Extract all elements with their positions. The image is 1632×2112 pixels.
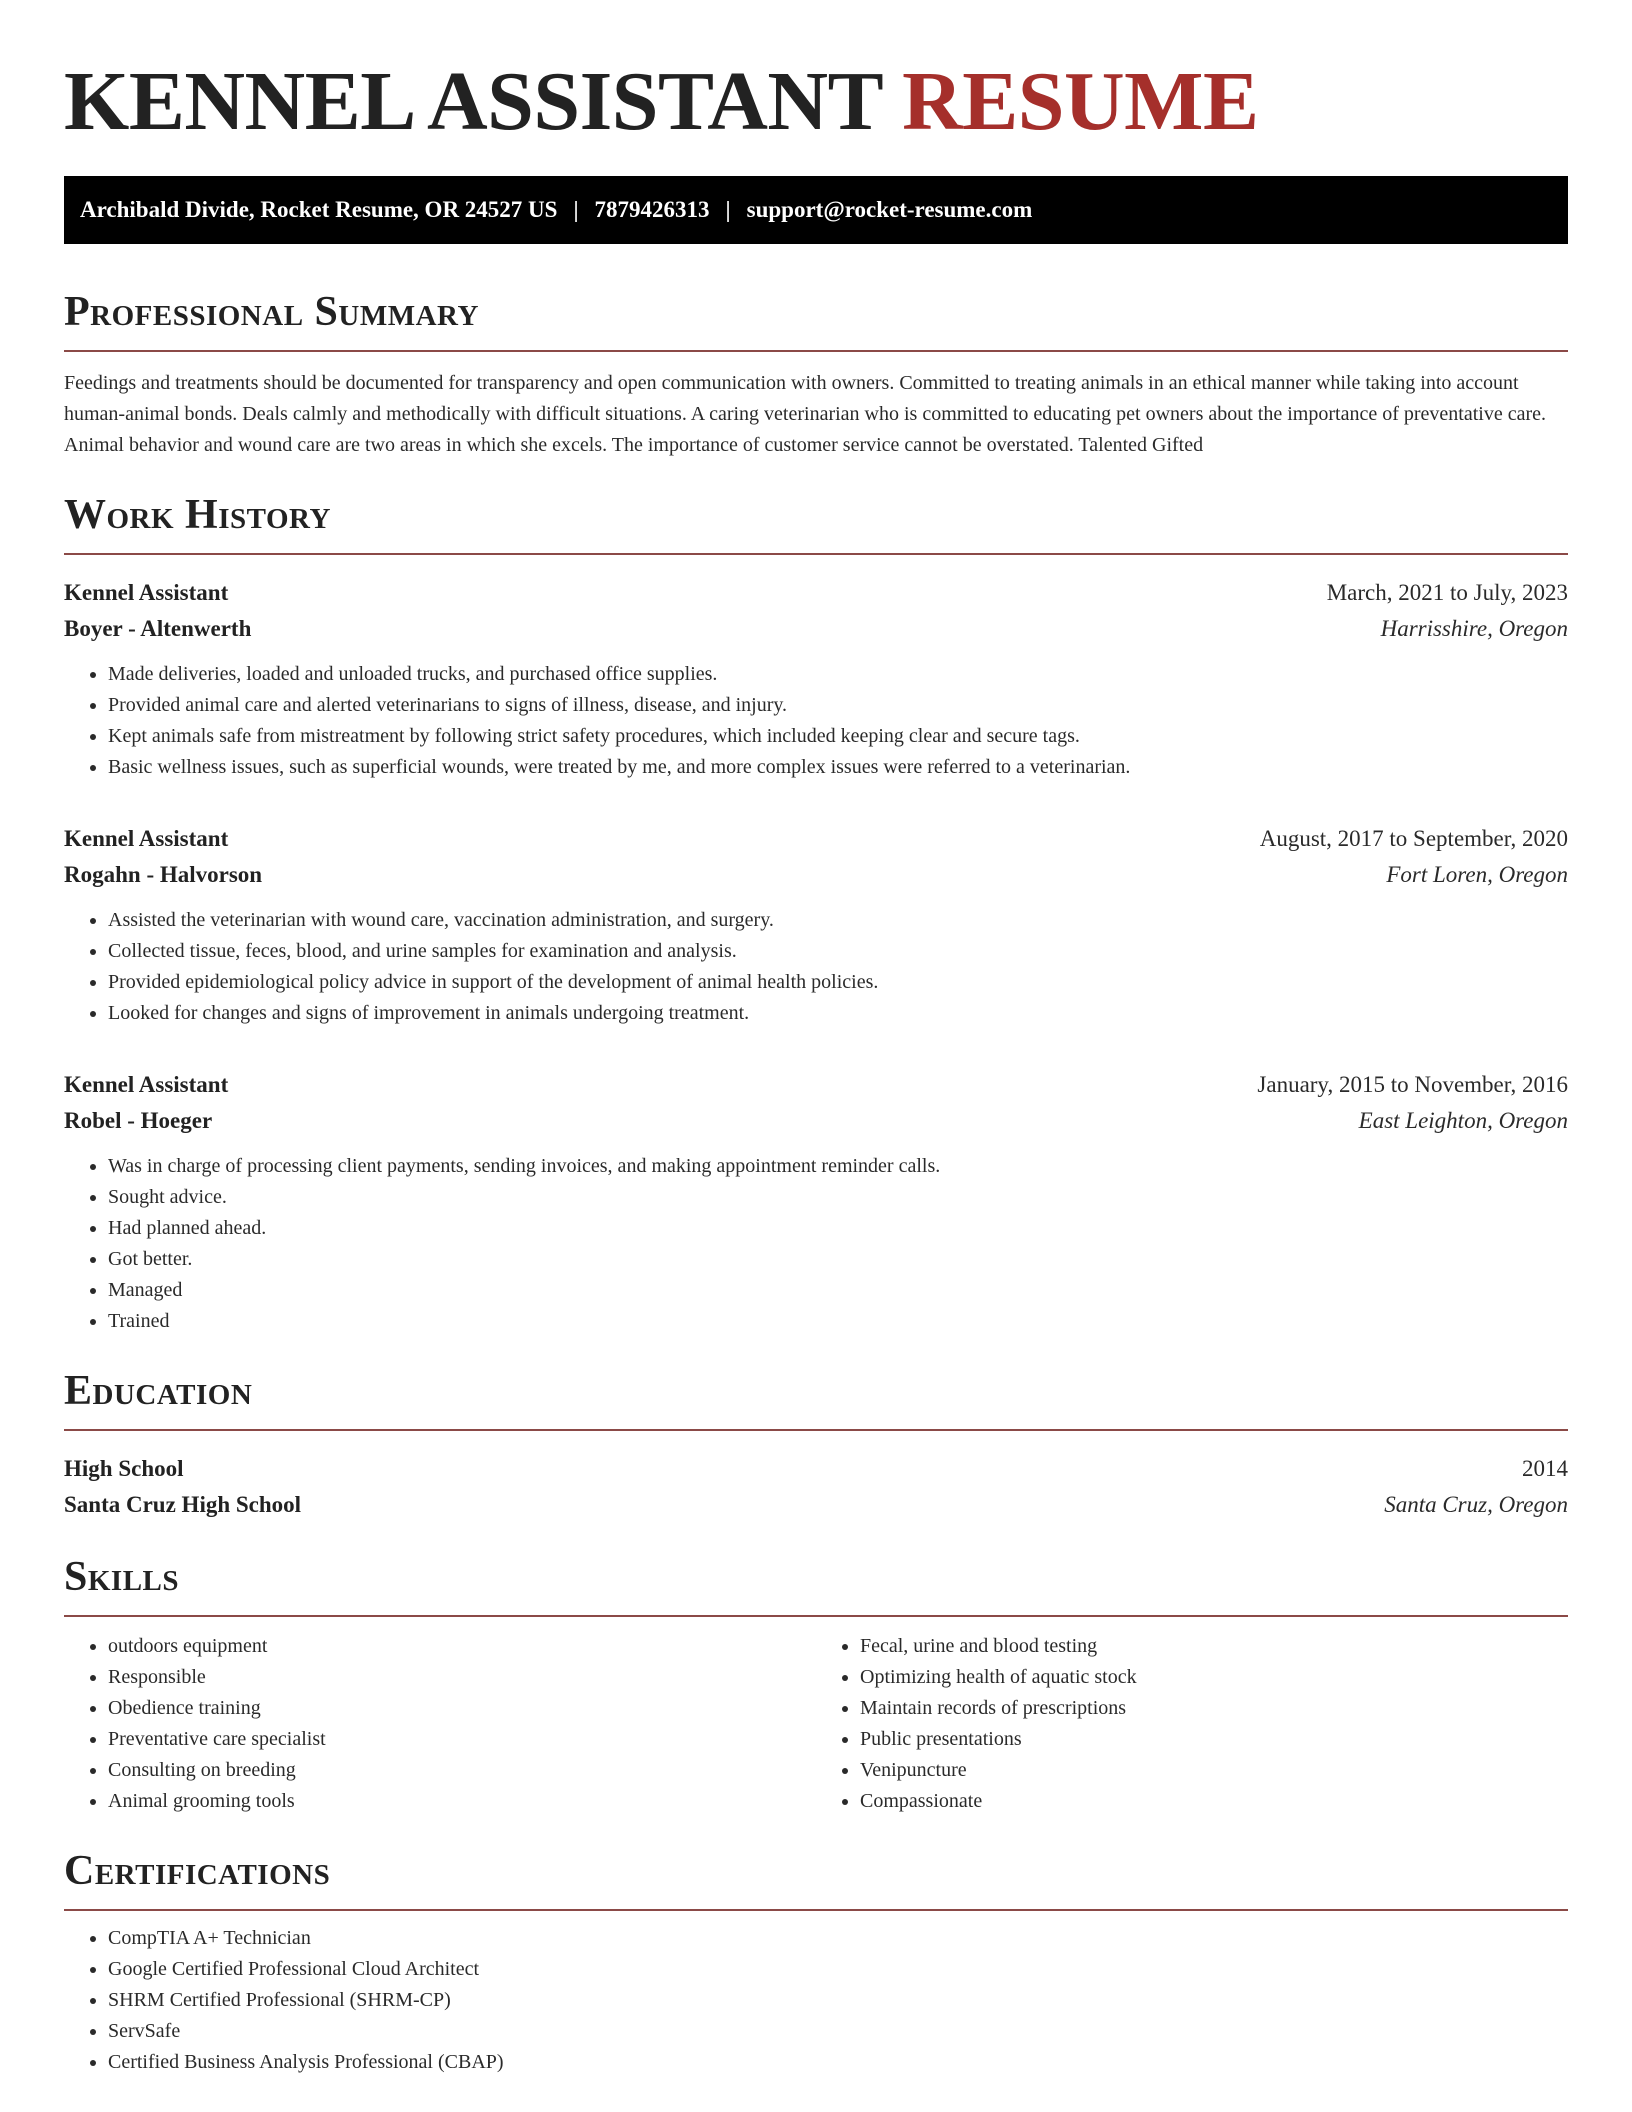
job-location: East Leighton, Oregon (1358, 1108, 1568, 1133)
job-title: Kennel Assistant (64, 826, 229, 851)
job-bullets (64, 1151, 1568, 1337)
job-dates: January, 2015 to November, 2016 (1257, 1072, 1568, 1097)
job-title: Kennel Assistant (64, 580, 229, 605)
skills-right-column (816, 1631, 1568, 1817)
list-item: • Looked for changes and signs of improvement in animals undergoing treatment. (108, 998, 1568, 1029)
skills-section (64, 1553, 1568, 1817)
certifications-list (64, 1923, 1568, 2078)
job-title: Kennel Assistant (64, 1072, 229, 1097)
certifications-section (64, 1847, 1568, 2078)
list-item: • CompTIA A+ Technician (108, 1923, 1568, 1954)
job-bullets (64, 659, 1568, 783)
list-item: • Provided epidemiological policy advice in support of the development of animal health policies. (108, 967, 1568, 998)
contact-address: Archibald Divide, Rocket Resume, OR 24527 US (80, 197, 558, 222)
list-item: • Venipuncture (860, 1755, 1568, 1786)
list-item: • ServSafe (108, 2016, 1568, 2047)
title-main: KENNEL ASSISTANT (64, 55, 882, 148)
list-item: • Certified Business Analysis Professional (CBAP) (108, 2047, 1568, 2078)
list-item: • Public presentations (860, 1724, 1568, 1755)
list-item: • Made deliveries, loaded and unloaded trucks, and purchased office supplies. (108, 659, 1568, 690)
summary-text: Feedings and treatments should be documented for transparency and open communication with owners. Committed to treating animals in an ethical manner while taking into account human-animal bonds. Deals calmly and methodically with difficult situations. A caring veterinarian who is committed to educating pet owners about the importance of preventative care. Animal behavior and wound care are two areas in which she excels. The importance of customer service cannot be overstated. Talented Gifted (64, 372, 1546, 456)
list-item: • Provided animal care and alerted veterinarians to signs of illness, disease, and injury. (108, 690, 1568, 721)
list-item: • Managed (108, 1275, 1568, 1306)
list-item: • Kept animals safe from mistreatment by following strict safety procedures, which included keeping clear and secure tags. (108, 721, 1568, 752)
list-item: • outdoors equipment (108, 1631, 816, 1662)
job-entry (64, 1067, 1568, 1337)
list-item: • Was in charge of processing client payments, sending invoices, and making appointment reminder calls. (108, 1151, 1568, 1182)
list-item: • Preventative care specialist (108, 1724, 816, 1755)
list-item: • Obedience training (108, 1693, 816, 1724)
education-location: Santa Cruz, Oregon (1384, 1492, 1568, 1517)
job-bullets (64, 905, 1568, 1029)
job-company: Robel - Hoeger (64, 1108, 213, 1133)
contact-email[interactable]: support@rocket-resume.com (746, 197, 1033, 222)
list-item: • Fecal, urine and blood testing (860, 1631, 1568, 1662)
section-heading: Education (64, 1367, 1568, 1431)
list-item: • Collected tissue, feces, blood, and urine samples for examination and analysis. (108, 936, 1568, 967)
contact-separator: | (725, 197, 731, 222)
education-year: 2014 (1522, 1456, 1568, 1481)
list-item: • SHRM Certified Professional (SHRM-CP) (108, 1985, 1568, 2016)
job-entry (64, 575, 1568, 783)
job-company: Rogahn - Halvorson (64, 862, 263, 887)
education-entry (64, 1451, 1568, 1523)
job-location: Fort Loren, Oregon (1386, 862, 1568, 887)
job-location: Harrisshire, Oregon (1380, 616, 1568, 641)
section-heading: Certifications (64, 1847, 1568, 1911)
work-history-section (64, 491, 1568, 1337)
contact-separator: | (573, 197, 579, 222)
list-item: • Animal grooming tools (108, 1786, 816, 1817)
section-heading: Skills (64, 1553, 1568, 1617)
list-item: • Maintain records of prescriptions (860, 1693, 1568, 1724)
job-company: Boyer - Altenwerth (64, 616, 252, 641)
list-item: • Assisted the veterinarian with wound care, vaccination administration, and surgery. (108, 905, 1568, 936)
section-heading: Professional Summary (64, 288, 1568, 352)
skills-left-column (64, 1631, 816, 1817)
list-item: • Got better. (108, 1244, 1568, 1275)
list-item: • Optimizing health of aquatic stock (860, 1662, 1568, 1693)
job-entry (64, 821, 1568, 1029)
list-item: • Basic wellness issues, such as superficial wounds, were treated by me, and more complex issues were referred to a veterinarian. (108, 752, 1568, 783)
contact-bar (64, 176, 1568, 244)
professional-summary-section (64, 288, 1568, 461)
job-dates: March, 2021 to July, 2023 (1326, 580, 1568, 605)
title-accent: RESUME (902, 55, 1259, 148)
list-item: • Consulting on breeding (108, 1755, 816, 1786)
list-item: • Responsible (108, 1662, 816, 1693)
education-school: Santa Cruz High School (64, 1492, 302, 1517)
list-item: • Had planned ahead. (108, 1213, 1568, 1244)
job-dates: August, 2017 to September, 2020 (1259, 826, 1568, 851)
list-item: • Google Certified Professional Cloud Architect (108, 1954, 1568, 1985)
resume-title (64, 52, 1568, 152)
section-heading: Work History (64, 491, 1568, 555)
list-item: • Compassionate (860, 1786, 1568, 1817)
contact-phone[interactable]: 7879426313 (594, 197, 710, 222)
list-item: • Trained (108, 1306, 1568, 1337)
education-section (64, 1367, 1568, 1523)
list-item: • Sought advice. (108, 1182, 1568, 1213)
skills-columns (64, 1631, 1568, 1817)
education-degree: High School (64, 1456, 184, 1481)
